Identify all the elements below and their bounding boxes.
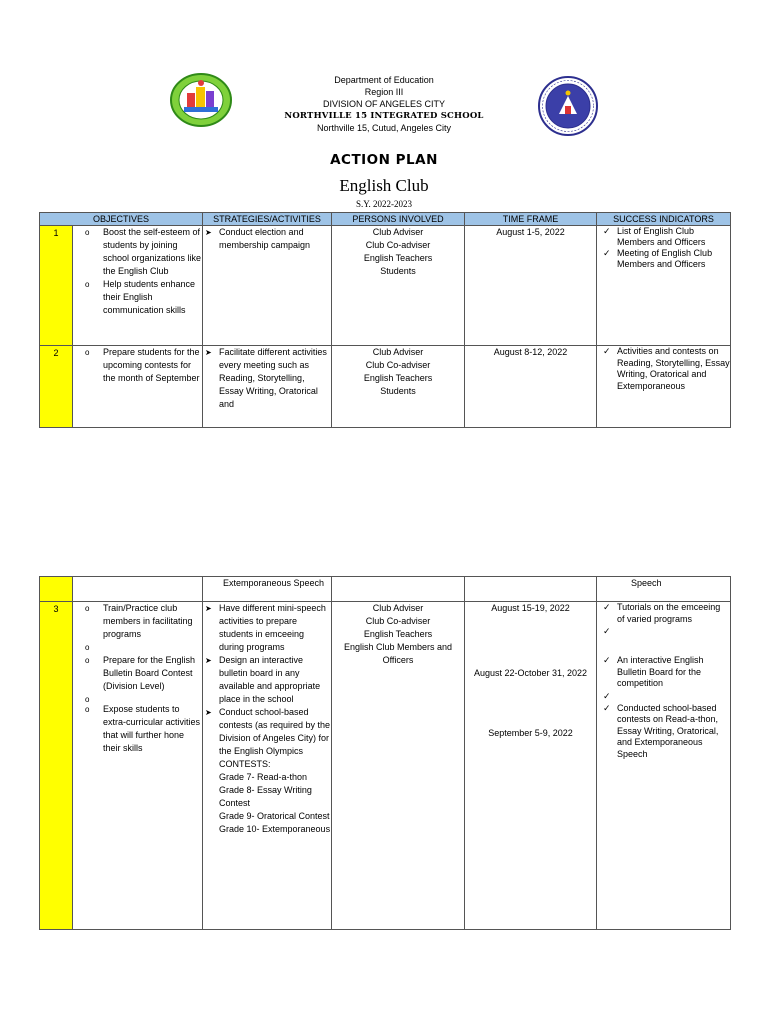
- persons-cell: [332, 346, 465, 428]
- time-frame-cell: [465, 226, 597, 346]
- person-item: Club Adviser: [372, 347, 424, 357]
- activities-cell: [203, 346, 332, 428]
- column-header: OBJECTIVES: [40, 213, 203, 226]
- time-frame-item: August 8-12, 2022: [493, 347, 568, 357]
- objective-item: o Prepare for the English Bulletin Board Contest (Division Level): [73, 654, 202, 693]
- table-header-row: [40, 213, 731, 226]
- document-title: ACTION PLAN: [330, 152, 438, 168]
- time-frame-cell: [465, 346, 597, 428]
- person-item: English Teachers: [363, 629, 433, 639]
- contest-item: Grade 9- Oratorical Contest: [219, 811, 330, 821]
- objectives-cell: [73, 577, 203, 602]
- action-plan-table-continued: [39, 576, 731, 930]
- activity-item: ➤ Design an interactive bulletin board in any available and appropriate place in the school: [203, 654, 331, 706]
- contest-heading: CONTESTS:: [219, 759, 271, 769]
- activities-cell: [203, 226, 332, 346]
- activities-cell: [203, 602, 332, 930]
- school-address: Northville 15, Cutud, Angeles City: [316, 123, 452, 133]
- row-number: 3: [40, 602, 73, 930]
- activity-item: ➤ Have different mini-speech activities to prepare students in emceeing during programs: [203, 602, 331, 654]
- time-frame-cell: [465, 577, 597, 602]
- row-number: 1: [40, 226, 73, 346]
- time-frame-item: September 5-9, 2022: [488, 728, 573, 738]
- person-item: English Teachers: [363, 373, 433, 383]
- person-item: Students: [380, 386, 416, 396]
- indicator-item: Speech: [631, 578, 662, 588]
- department-name: Department of Education: [334, 75, 434, 85]
- table-row: [40, 226, 731, 346]
- spacer: [597, 625, 730, 655]
- spacer: [465, 615, 596, 667]
- school-year: S.Y. 2022-2023: [355, 199, 413, 209]
- indicators-cell: [597, 577, 731, 602]
- indicator-item: ✓ Conducted school-based contests on Read-a-thon, Essay Writing, Oratorical, and Extemporaneous Speech: [597, 703, 730, 761]
- table-row: [40, 602, 731, 930]
- person-item: Club Adviser: [372, 603, 424, 613]
- objective-item: o Help students enhance their English communication skills: [73, 278, 202, 317]
- activity-item: Extemporaneous Speech: [223, 578, 325, 588]
- person-item: English Teachers: [363, 253, 433, 263]
- spacer: [73, 693, 202, 703]
- time-frame-item: August 1-5, 2022: [496, 227, 565, 237]
- spacer: [597, 690, 730, 703]
- person-item: Club Co-adviser: [365, 240, 431, 250]
- table-row: [40, 346, 731, 428]
- contest-item: Grade 8- Essay Writing Contest: [219, 785, 312, 808]
- objective-item: o Prepare students for the upcoming contests for the month of September: [73, 346, 202, 385]
- row-number: 2: [40, 346, 73, 428]
- time-frame-cell: [465, 602, 597, 930]
- spacer: [73, 641, 202, 654]
- row-number: [40, 577, 73, 602]
- spacer: [465, 680, 596, 727]
- objective-item: o Expose students to extra-curricular activities that will further hone their skills: [73, 703, 202, 755]
- person-item: Club Adviser: [372, 227, 424, 237]
- action-plan-table: [39, 212, 731, 428]
- persons-cell: [332, 226, 465, 346]
- activity-item: ➤ Facilitate different activities every meeting such as Reading, Storytelling, Essay Writing, Oratorical and: [203, 346, 331, 411]
- document-subtitle: English Club: [339, 176, 429, 195]
- objectives-cell: [73, 346, 203, 428]
- objectives-cell: [73, 602, 203, 930]
- person-item: Club Co-adviser: [365, 360, 431, 370]
- persons-cell: [332, 577, 465, 602]
- objective-item: o Train/Practice club members in facilitating programs: [73, 602, 202, 641]
- time-frame-item: August 15-19, 2022: [491, 603, 570, 613]
- contest-item: Grade 7- Read-a-thon: [219, 772, 308, 782]
- indicators-cell: [597, 602, 731, 930]
- school-name: NORTHVILLE 15 INTEGRATED SCHOOL: [284, 111, 484, 121]
- contest-item: Grade 10- Extemporaneous: [219, 824, 331, 834]
- activity-item: ➤ Conduct election and membership campaign: [203, 226, 331, 252]
- indicator-item: ✓ An interactive English Bulletin Board for the competition: [597, 655, 730, 690]
- column-header: PERSONS INVOLVED: [332, 213, 465, 226]
- indicators-cell: [597, 226, 731, 346]
- indicator-item: ✓ Tutorials on the emceeing of varied programs: [597, 602, 730, 625]
- objective-item: o Boost the self-esteem of students by joining school organizations like the English Club: [73, 226, 202, 278]
- persons-cell: [332, 602, 465, 930]
- person-item: Students: [380, 266, 416, 276]
- column-header: TIME FRAME: [465, 213, 597, 226]
- column-header: SUCCESS INDICATORS: [597, 213, 731, 226]
- indicator-item: ✓ Activities and contests on Reading, Storytelling, Essay Writing, Oratorical and Extemporaneous: [597, 346, 730, 392]
- objectives-cell: [73, 226, 203, 346]
- region-name: Region III: [364, 87, 404, 97]
- activities-cell: [203, 577, 332, 602]
- indicator-item: ✓ Meeting of English Club Members and Officers: [597, 248, 730, 270]
- table-row: [40, 577, 731, 602]
- activity-item: ➤ Conduct school-based contests (as required by the Division of Angeles City) for the English Olympics: [203, 706, 331, 758]
- person-item: Club Co-adviser: [365, 616, 431, 626]
- indicator-item: ✓ List of English Club Members and Officers: [597, 226, 730, 248]
- column-header: STRATEGIES/ACTIVITIES: [203, 213, 332, 226]
- division-name: DIVISION OF ANGELES CITY: [322, 99, 446, 109]
- person-item: English Club Members and Officers: [343, 642, 453, 665]
- indicators-cell: [597, 346, 731, 428]
- time-frame-item: August 22-October 31, 2022: [473, 668, 588, 678]
- letterhead: [0, 74, 768, 134]
